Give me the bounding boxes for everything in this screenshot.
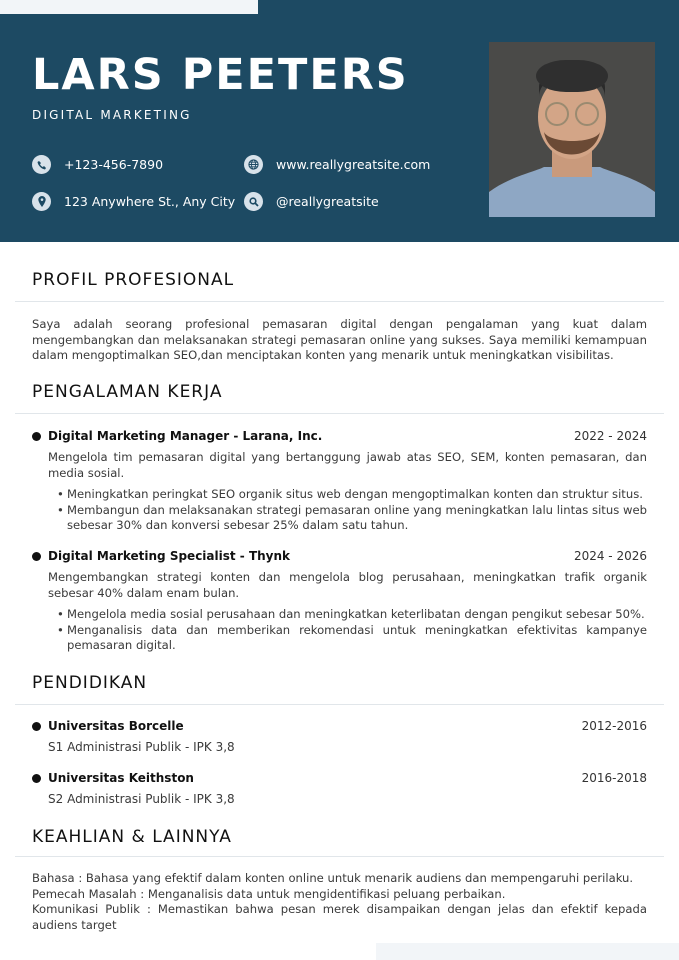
decor-strip-bottom: [376, 943, 679, 960]
skills-list: [32, 871, 647, 933]
job-bullet: • Menganalisis data dan memberikan rekomendasi untuk meningkatkan efektivitas kampanye pemasaran digital.: [67, 623, 647, 654]
contact-address: [32, 192, 235, 211]
skill-line: Bahasa : Bahasa yang efektif dalam konten online untuk menarik audiens dan mempengaruhi perilaku.: [32, 871, 634, 885]
phone-icon: [32, 155, 51, 174]
contact-phone: [32, 155, 163, 174]
profile-heading: PROFIL PROFESIONAL: [32, 270, 235, 290]
job-description: Mengelola tim pemasaran digital yang bertanggung jawab atas SEO, SEM, konten pemasaran, dan media sosial.: [48, 450, 647, 480]
contact-website[interactable]: [244, 155, 430, 174]
job-date: 2022 - 2024: [573, 429, 647, 443]
education-date: 2012-2016: [581, 719, 647, 733]
school-name: Universitas Borcelle: [48, 719, 184, 733]
website-link[interactable]: www.reallygreatsite.com: [276, 157, 431, 172]
skill-line: Komunikasi Publik : Memastikan bahwa pesan merek disampaikan dengan jelas dan efektif kepada audiens target: [32, 902, 647, 932]
job-title: Digital Marketing Specialist - Thynk: [48, 549, 291, 563]
divider: [15, 301, 664, 302]
skill-line: Pemecah Masalah : Menganalisis data untuk mengidentifikasi peluang perbaikan.: [32, 886, 506, 901]
job-date: 2024 - 2026: [573, 549, 647, 563]
bullet-dot-icon: [32, 774, 41, 783]
education-entry: [32, 770, 647, 806]
header-band-top: [258, 0, 679, 14]
candidate-role: DIGITAL MARKETING: [32, 108, 192, 122]
degree: S1 Administrasi Publik - IPK 3,8: [48, 740, 235, 754]
job-title: Digital Marketing Manager - Larana, Inc.: [48, 429, 323, 443]
contact-social[interactable]: [244, 192, 379, 211]
education-heading: PENDIDIKAN: [32, 673, 148, 693]
profile-photo: [489, 42, 655, 217]
divider: [15, 413, 664, 414]
decor-strip-top: [0, 0, 258, 14]
education-entry: [32, 718, 647, 754]
location-icon: [32, 192, 51, 211]
profile-text: Saya adalah seorang profesional pemasaran digital dengan pengalaman yang kuat dalam mengembangkan dan melaksanakan strategi pemasaran online yang sukses. Saya memiliki kemampuan dalam mengoptimalkan SEO,dan menciptakan konten yang menarik untuk meningkatkan visibilitas.: [32, 317, 647, 362]
candidate-name: LARS PEETERS: [32, 50, 409, 100]
job-bullet: • Mengelola media sosial perusahaan dan meningkatkan keterlibatan dengan pengikut sebesar 50%.: [67, 607, 647, 623]
divider: [15, 856, 664, 857]
bullet-dot-icon: [32, 552, 41, 561]
job-bullet: • Membangun dan melaksanakan strategi pemasaran online yang meningkatkan lalu lintas situs web sebesar 30% dan konversi sebesar 25% dalam satu tahun.: [67, 503, 647, 534]
education-date: 2016-2018: [581, 771, 647, 785]
experience-heading: PENGALAMAN KERJA: [32, 382, 223, 402]
job-entry: [32, 428, 647, 534]
bullet-dot-icon: [32, 432, 41, 441]
bullet-dot-icon: [32, 722, 41, 731]
search-icon: [244, 192, 263, 211]
skills-heading: KEAHLIAN & LAINNYA: [32, 827, 232, 847]
job-description: Mengembangkan strategi konten dan mengelola blog perusahaan, meningkatkan trafik organik sebesar 40% dalam enam bulan.: [48, 570, 647, 600]
job-bullet: • Meningkatkan peringkat SEO organik situs web dengan mengoptimalkan konten dan struktur situs.: [67, 487, 647, 503]
job-entry: [32, 548, 647, 654]
divider: [15, 704, 664, 705]
globe-icon: [244, 155, 263, 174]
school-name: Universitas Keithston: [48, 771, 194, 785]
phone-text: +123-456-7890: [64, 157, 164, 172]
social-handle[interactable]: @reallygreatsite: [276, 194, 379, 209]
address-text: 123 Anywhere St., Any City: [64, 194, 236, 209]
degree: S2 Administrasi Publik - IPK 3,8: [48, 792, 235, 806]
